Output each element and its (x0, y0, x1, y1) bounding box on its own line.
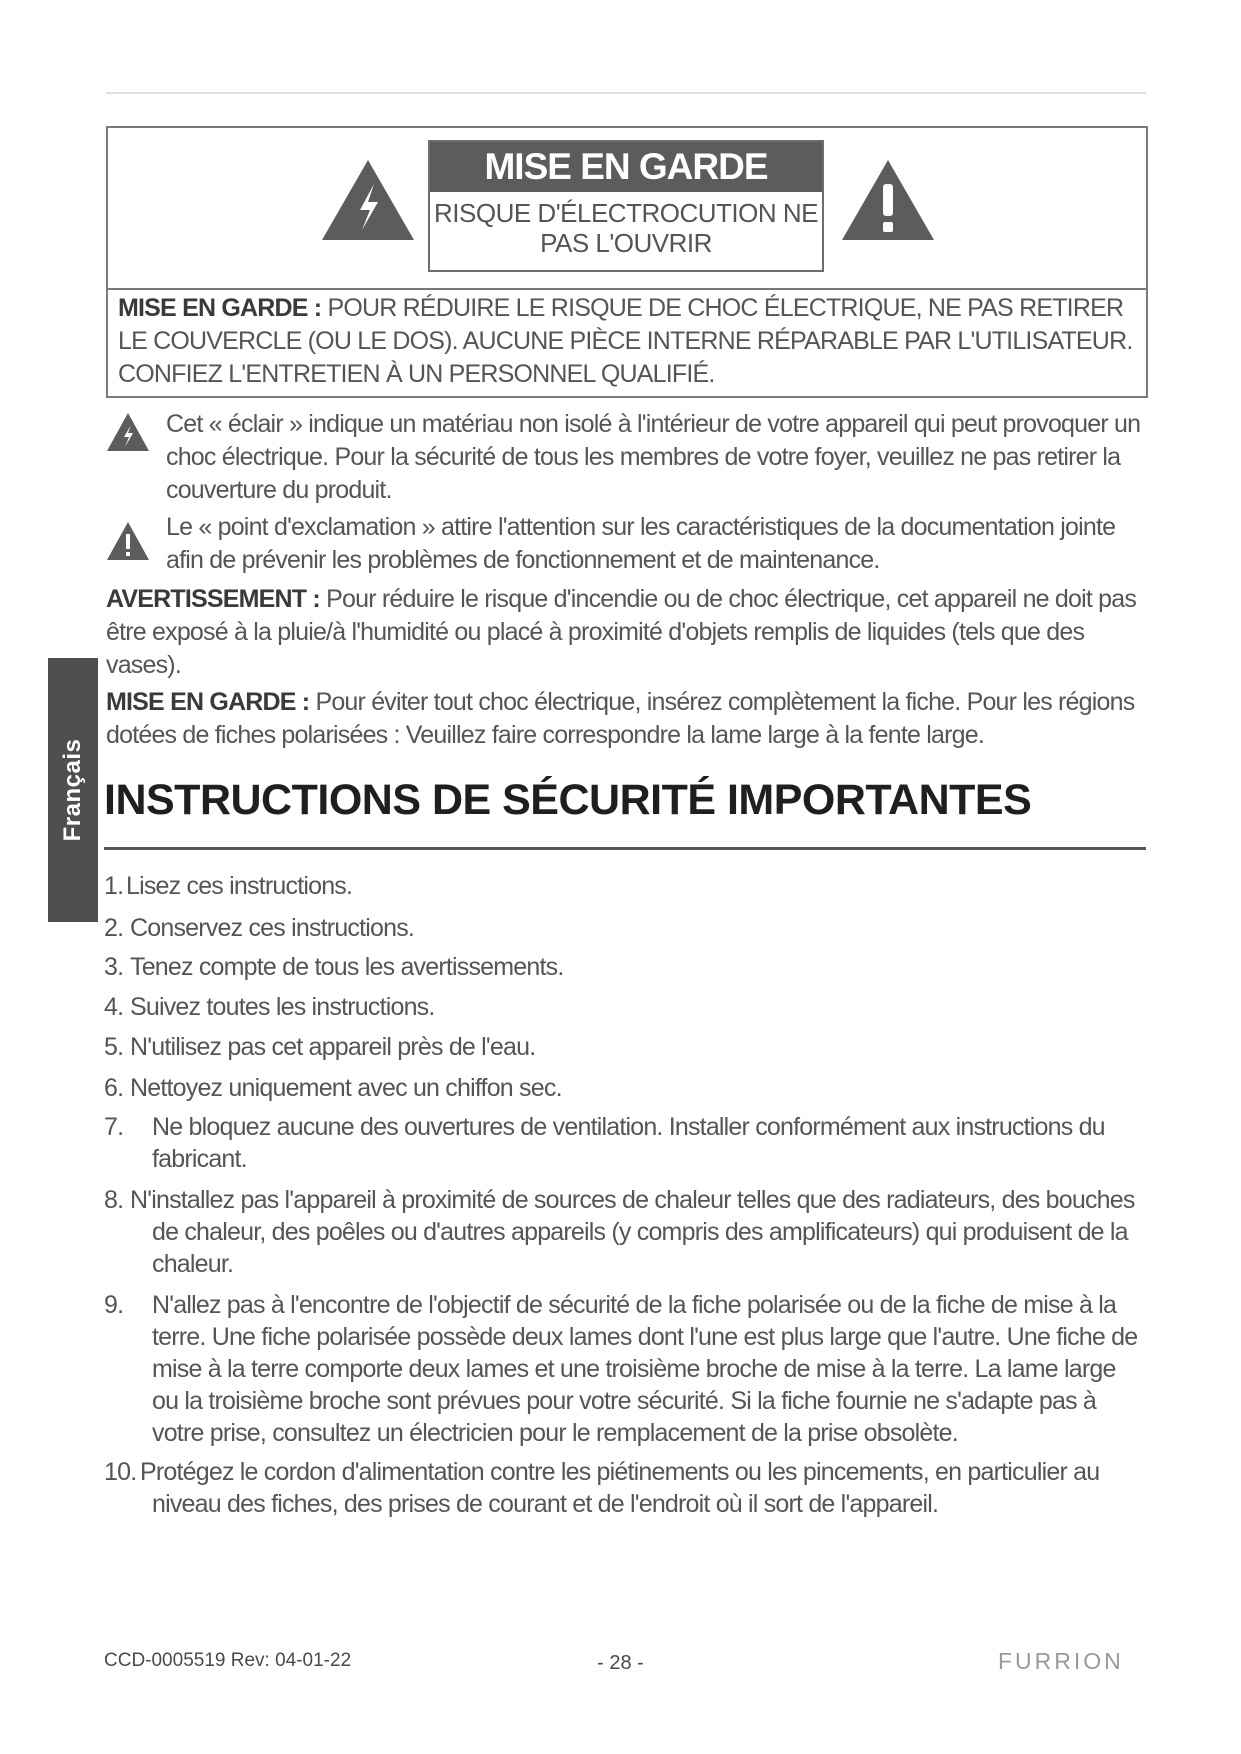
page-number: - 28 - (597, 1652, 644, 1674)
instruction-number: 7. (104, 1113, 124, 1141)
exclamation-note-text: Le « point d'exclamation » attire l'attention sur les caractéristiques de la documentation jointe afin de prévenir les problèmes de fonctionnement et de maintenance. (166, 513, 1116, 574)
instruction-text: Tenez compte de tous les avertissements. (130, 953, 564, 981)
instruction-item (104, 912, 1144, 944)
lightning-note (106, 408, 1146, 507)
lightning-small-icon (106, 412, 150, 452)
instruction-text: Conservez ces instructions. (130, 914, 415, 942)
exclamation-note (106, 511, 1146, 577)
section-title: INSTRUCTIONS DE SÉCURITÉ IMPORTANTES (104, 776, 1032, 824)
instruction-number: 10. (104, 1458, 137, 1486)
instruction-item (104, 1456, 1144, 1520)
language-side-tab (48, 658, 98, 922)
instruction-text: N'allez pas à l'encontre de l'objectif de sécurité de la fiche polarisée ou de la fiche de mise à la terre. Une fiche polarisée possède deux lames dont l'une est plus large que l'autre. Une fiche de mise à la terre comporte deux lames et une troisième broche de mise à la terre. La lame large ou la troisième broche sont prévues pour votre sécurité. Si la fiche fournie ne s'adapte pas à votre prise, consultez un électricien pour le remplacement de la prise obsolète. (152, 1291, 1138, 1447)
instruction-item (104, 1111, 1144, 1175)
caution-subtext (430, 192, 822, 258)
instruction-number: 5. (104, 1033, 124, 1061)
warning-text: Pour réduire le risque d'incendie ou de choc électrique, cet appareil ne doit pas être exposé à la pluie/à l'humidité ou placé à proximité d'objets remplis de liquides (tels que des vases). (106, 585, 1137, 679)
caution-header: MISE EN GARDE (430, 142, 822, 192)
top-rule (106, 92, 1146, 94)
lightning-triangle-icon (320, 158, 416, 242)
instruction-item (104, 951, 1144, 983)
title-rule (104, 847, 1146, 850)
instruction-item (104, 1289, 1144, 1449)
instruction-text: Nettoyez uniquement avec un chiffon sec. (130, 1074, 562, 1102)
doc-code: CCD-0005519 Rev: 04-01-22 (104, 1650, 352, 1671)
instruction-item (104, 870, 1144, 902)
caution-box (106, 126, 1148, 398)
instruction-text: Protégez le cordon d'alimentation contre les piétinements ou les pincements, en particulier au niveau des fiches, des prises de courant et de l'endroit où il sort de l'appareil. (140, 1458, 1100, 1518)
caution-body-line2: LE COUVERCLE (OU LE DOS). AUCUNE PIÈCE INTERNE RÉPARABLE PAR L'UTILISATEUR. (118, 327, 1133, 355)
brand-logo: FURRION (998, 1648, 1124, 1674)
instruction-number: 8. (104, 1186, 124, 1214)
exclamation-small-icon (106, 521, 150, 561)
instruction-item (104, 1031, 1144, 1063)
exclamation-triangle-icon (840, 158, 936, 242)
caution-body-line3: CONFIEZ L'ENTRETIEN À UN PERSONNEL QUALIFIÉ. (118, 360, 715, 388)
caution-subtext-line1: RISQUE D'ÉLECTROCUTION NE (434, 198, 818, 228)
instruction-number: 6. (104, 1074, 124, 1102)
caution-body-line1: MISE EN GARDE : POUR RÉDUIRE LE RISQUE DE CHOC ÉLECTRIQUE, NE PAS RETIRER (118, 294, 1124, 322)
instruction-number: 4. (104, 993, 124, 1021)
instruction-text: N'utilisez pas cet appareil près de l'eau. (130, 1033, 536, 1061)
caution-subtext-line2: PAS L'OUVRIR (540, 228, 712, 258)
caution-paragraph (106, 686, 1146, 752)
caution-text: Pour éviter tout choc électrique, insérez complètement la fiche. Pour les régions dotées de fiches polarisées : Veuillez faire correspondre la lame large à la fente large. (106, 688, 1135, 749)
warning-label: AVERTISSEMENT : (106, 585, 320, 613)
lightning-note-text: Cet « éclair » indique un matériau non isolé à l'intérieur de votre appareil qui peut provoquer un choc électrique. Pour la sécurité de tous les membres de votre foyer, veuillez ne pas retirer la couverture du produit. (166, 410, 1141, 504)
caution-label-box (428, 140, 824, 272)
instruction-number: 1. (104, 872, 124, 900)
instruction-item (104, 991, 1144, 1023)
instruction-number: 2. (104, 914, 124, 942)
caution-box-header-area (108, 128, 1146, 290)
language-label: Français (59, 738, 86, 842)
caution-label: MISE EN GARDE : (106, 688, 310, 716)
caution-body (118, 292, 1138, 391)
instruction-text: Suivez toutes les instructions. (130, 993, 435, 1021)
instruction-item (104, 1072, 1144, 1104)
instruction-text: N'installez pas l'appareil à proximité de sources de chaleur telles que des radiateurs, des bouches de chaleur, des poêles ou d'autres appareils (y compris des amplificateurs) qui produisent de la chaleur. (130, 1186, 1135, 1278)
instruction-item (104, 1184, 1144, 1280)
warning-paragraph (106, 583, 1146, 682)
instruction-number: 9. (104, 1291, 124, 1319)
instruction-text: Lisez ces instructions. (126, 872, 353, 900)
instruction-number: 3. (104, 953, 124, 981)
instruction-text: Ne bloquez aucune des ouvertures de ventilation. Installer conformément aux instructions du fabricant. (152, 1113, 1105, 1173)
caution-body-label: MISE EN GARDE : (118, 294, 322, 322)
